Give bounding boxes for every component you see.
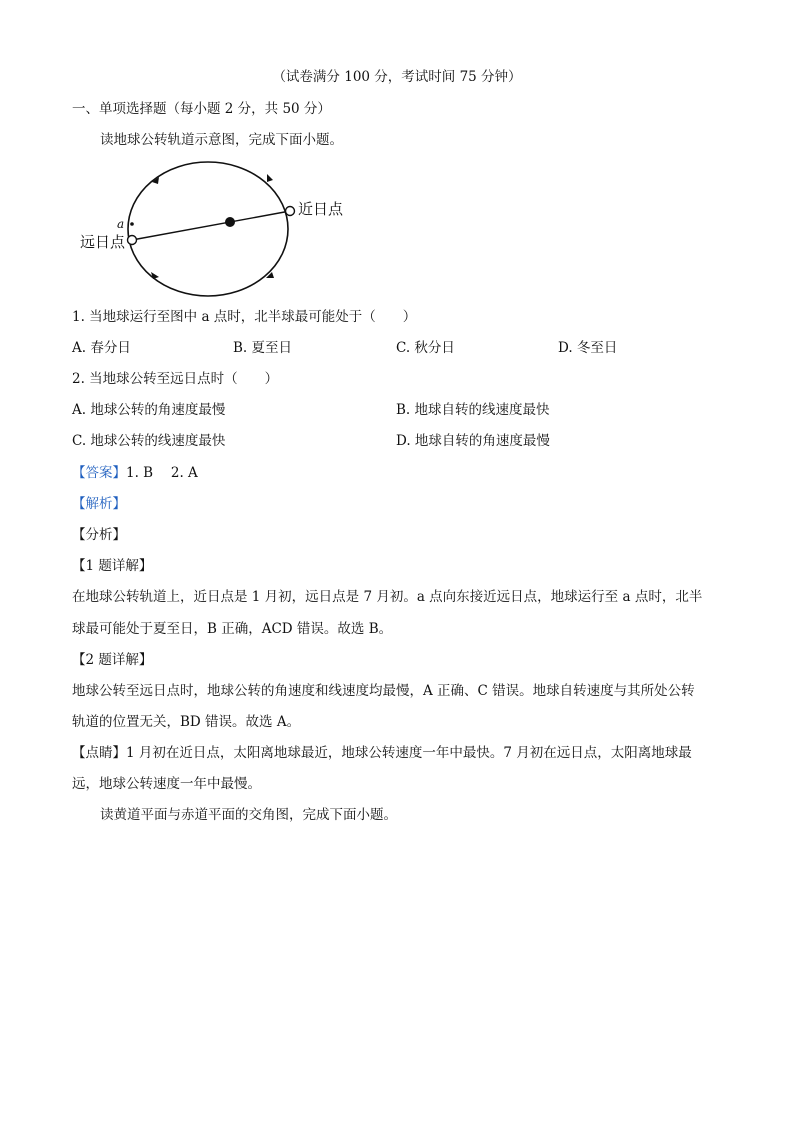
label-a: a (117, 217, 125, 231)
q2-option-d: D. 地球自转的角速度最慢 (396, 433, 550, 449)
label-perihelion: 近日点 (298, 200, 344, 218)
label-aphelion: 远日点 (80, 233, 126, 251)
answer-line (72, 464, 198, 482)
perihelion-point (286, 207, 295, 216)
q2-option-c: C. 地球公转的线速度最快 (72, 433, 226, 449)
orbit-diagram (72, 158, 362, 303)
sun-dot (225, 217, 235, 227)
answer-tag: 【答案】 (72, 465, 126, 481)
q1-option-b: B. 夏至日 (233, 340, 293, 356)
point-a (130, 222, 134, 226)
aphelion-point (128, 236, 137, 245)
tip-text-line2: 远，地球公转速度一年中最慢。 (72, 776, 261, 792)
q1-option-c: C. 秋分日 (396, 340, 455, 356)
next-question-intro: 读黄道平面与赤道平面的交角图，完成下面小题。 (100, 807, 397, 823)
fenxi-heading: 【分析】 (72, 527, 126, 543)
detail-1-text-line2: 球最可能处于夏至日，B 正确，ACD 错误。故选 B。 (72, 621, 393, 637)
q2-stem: 2. 当地球公转至远日点时（ ） (72, 371, 279, 387)
detail-1-text-line1: 在地球公转轨道上，近日点是 1 月初，远日点是 7 月初。a 点向东接近远日点，地球运行至 a 点时，北半 (72, 589, 703, 605)
exam-note: （试卷满分 100 分，考试时间 75 分钟） (272, 69, 522, 85)
q2-option-a: A. 地球公转的角速度最慢 (72, 402, 226, 418)
q1-stem: 1. 当地球运行至图中 a 点时，北半球最可能处于（ ） (72, 309, 417, 325)
q2-option-b: B. 地球自转的线速度最快 (396, 402, 550, 418)
section-title: 一、单项选择题（每小题 2 分，共 50 分） (72, 101, 331, 117)
apsis-line (132, 211, 290, 240)
detail-2-heading: 【2 题详解】 (72, 652, 153, 668)
question-intro: 读地球公转轨道示意图，完成下面小题。 (100, 132, 343, 148)
detail-1-heading: 【1 题详解】 (72, 558, 153, 574)
direction-arrow (267, 174, 273, 182)
answer-text: 1. B 2. A (126, 465, 198, 481)
detail-2-text-line2: 轨道的位置无关，BD 错误。故选 A。 (72, 714, 301, 730)
tip-text-line1: 【点睛】1 月初在近日点，太阳离地球最近，地球公转速度一年中最快。7 月初在远日点，太阳离地球最 (72, 745, 692, 761)
detail-2-text-line1: 地球公转至远日点时，地球公转的角速度和线速度均最慢，A 正确、C 错误。地球自转速度与其所处公转 (72, 683, 695, 699)
analysis-tag: 【解析】 (72, 496, 126, 512)
orbit-ellipse (128, 162, 288, 296)
q1-option-d: D. 冬至日 (558, 340, 618, 356)
q1-option-a: A. 春分日 (72, 340, 131, 356)
